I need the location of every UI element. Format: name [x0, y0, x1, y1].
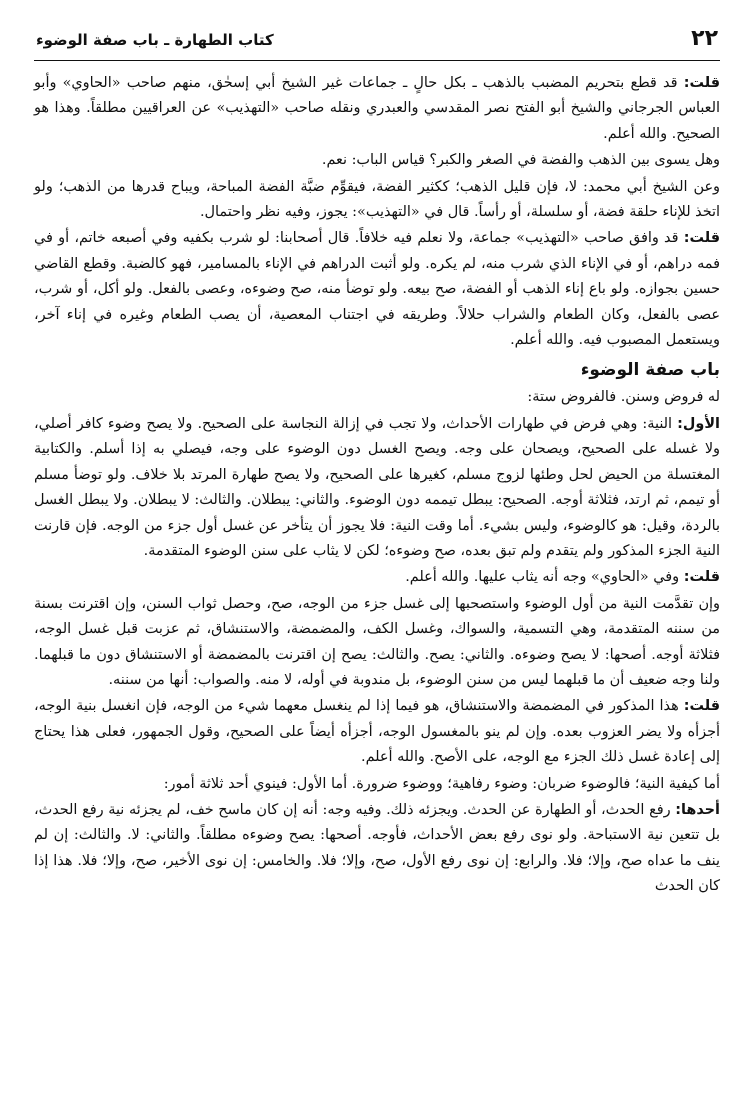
paragraph-text: هذا المذكور في المضمضة والاستنشاق، هو فيما إذا لم ينغسل معهما شيء من الوجه، فإن انغسل بنية الوجه، أجزأه ولا يضر العزوب بعده. وإن لم ينو بالمغسول الوجه، أجزأه أيضاً على الصحيح، وقول الجمهور، فعلى هذا يحتاج إلى إعادة غسل ذلك الجزء مع الوجه، على الأصح. والله أعلم.: [34, 698, 720, 766]
paragraph: [34, 592, 720, 694]
page-header: [34, 26, 720, 61]
paragraph: [34, 71, 720, 147]
page-number: ٢٢: [691, 26, 718, 51]
paragraph: [34, 385, 720, 410]
paragraph: [34, 772, 720, 797]
page-body: [34, 71, 720, 900]
book-page: [34, 26, 720, 900]
paragraph-lead: الأول:: [677, 415, 720, 432]
paragraph-text: قد قطع بتحريم المضبب بالذهب ـ بكل حالٍ ـ جماعات غير الشيخ أبي إسحٰق، منهم صاحب «الحاوي» وأبو العباس الجرجاني والشيخ أبو الفتح نصر المقدسي والعبدري ونقله صاحب «التهذيب» عن العراقيين مطلقاً. وهذا هو الصحيح. والله أعلم.: [34, 75, 720, 142]
paragraph: [34, 565, 720, 590]
paragraph: [34, 798, 720, 900]
paragraph-text: وإن تقدَّمت النية من أول الوضوء واستصحبها إلى غسل جزء من الوجه، صح، وحصل ثواب السنن، وإن اقترنت بسنة من سننه المتقدمة، وهي التسمية، والسواك، وغسل الكف، والمضمضة، والاستنشاق، ثم عزبت قبل غسل الوجه، فثلاثة أوجه. أصحها: لا يصح وضوءه. والثاني: يصح. والثالث: يصح إن اقترنت بالمضمضة أو الاستنشاق دون ما قبلهما. ولنا وجه ضعيف أن ما قبلهما ليس من سنن الوضوء، بل مندوبة في أوله، لا منه. والصواب: أنها من سننه.: [34, 595, 720, 688]
paragraph-text: رفع الحدث، أو الطهارة عن الحدث. ويجزئه ذلك. وفيه وجه: أنه إن كان ماسح خف، لم يجزئه نية رفع الحدث، بل تتعين نية الاستباحة. ولو نوى رفع بعض الأحداث، فأوجه. أصحها: يصح وضوءه مطلقاً. والثاني: لا. والثالث: إن لم ينف ما عداه صح، وإلا؛ فلا. والرابع: إن نوى رفع الأول، صح، وإلا؛ فلا. والخامس: إن نوى الأخير، صح، وإلا؛ فلا. هذا إذا كان الحدث: [34, 801, 720, 895]
paragraph: [34, 148, 720, 173]
paragraph: [34, 412, 720, 564]
paragraph-text: النية: وهي فرض في طهارات الأحداث، ولا تجب في إزالة النجاسة على الصحيح. ولا يصح وضوء كافر أصلي، ولا غسله على الصحيح، ويصحان على وجه. ويصح الغسل دون الوضوء على وجه، فيصلي به إذا أسلم. والكتابية المغتسلة من الحيض لحل وطئها لزوج مسلم، كغيرها على الصحيح، ولا يصح طهارة المرتد بلا خلاف. ولو توضأ مسلم أو تيمم، ثم ارتد، فثلاثة أوجه. الصحيح: يبطل تيممه دون الوضوء. والثاني: يبطلان. والثالث: لا يبطلان. ولا يبطل الغسل بالردة، وقيل: هو كالوضوء، وليس بشيء. أما وقت النية: فلا يجوز أن يتأخر عن غسل أول جزء من الوجه. فإن قارنت النية الجزء المذكور ولم يتقدم ولم تبق بعده، صح وضوءه؛ لكن لا يثاب على سنن الوضوء المتقدمة.: [34, 415, 720, 559]
paragraph: [34, 694, 720, 770]
running-head: كتاب الطهارة ـ باب صفة الوضوء: [36, 31, 274, 49]
paragraph-lead: قلت:: [683, 569, 720, 586]
paragraph-lead: قلت:: [683, 75, 720, 91]
paragraph-lead: أحدها:: [675, 801, 720, 818]
paragraph-text: وهل يسوى بين الذهب والفضة في الصغر والكبر؟ قياس الباب: نعم.: [321, 152, 720, 169]
paragraph-text: وعن الشيخ أبي محمد: لا، فإن قليل الذهب؛ ككثير الفضة، فيقوِّم ضبَّة الفضة المباحة، ويباح قدرها من الذهب؛ ولو اتخذ للإناء حلقة فضة، أو سلسلة، أو رأساً. قال في «التهذيب»: يجوز، وفيه نظر واحتمال.: [34, 178, 720, 221]
paragraph-text: أما كيفية النية؛ فالوضوء ضربان: وضوء رفاهية؛ ووضوء ضرورة. أما الأول: فينوي أحد ثلاثة أمور:: [163, 775, 720, 792]
paragraph-text: قد وافق صاحب «التهذيب» جماعة، ولا نعلم فيه خلافاً. قال أصحابنا: لو شرب بكفيه وفي أصبعه خاتم، أو في فمه دراهم، أو في الإناء الذي شرب منه، لم يكره. ولو أثبت الدراهم في الإناء بالمسامير، فهو كالضبة. وقطع القاضي حسين بجوازه. ولو باع إناء الذهب أو الفضة، صح بيعه. ولو توضأ منه، صح وضوءه، وعصى بالفعل. ولو أكل، أو شرب، عصى بالفعل، وكان الطعام والشراب حلالاً. وطريقه في اجتناب المعصية، أن يصب الطعام وغيره في إناء آخر، ويستعمل المصبوب فيه. والله أعلم.: [34, 230, 720, 349]
chapter-title: باب صفة الوضوء: [580, 360, 720, 381]
paragraph: [34, 175, 720, 226]
paragraph-lead: قلت:: [683, 698, 720, 715]
paragraph-text: وفي «الحاوي» وجه أنه يثاب عليها. والله أعلم.: [405, 569, 684, 586]
paragraph: [34, 226, 720, 353]
paragraph-text: له فروض وسنن. فالفروض ستة:: [527, 389, 720, 406]
paragraph-lead: قلت:: [683, 230, 720, 247]
